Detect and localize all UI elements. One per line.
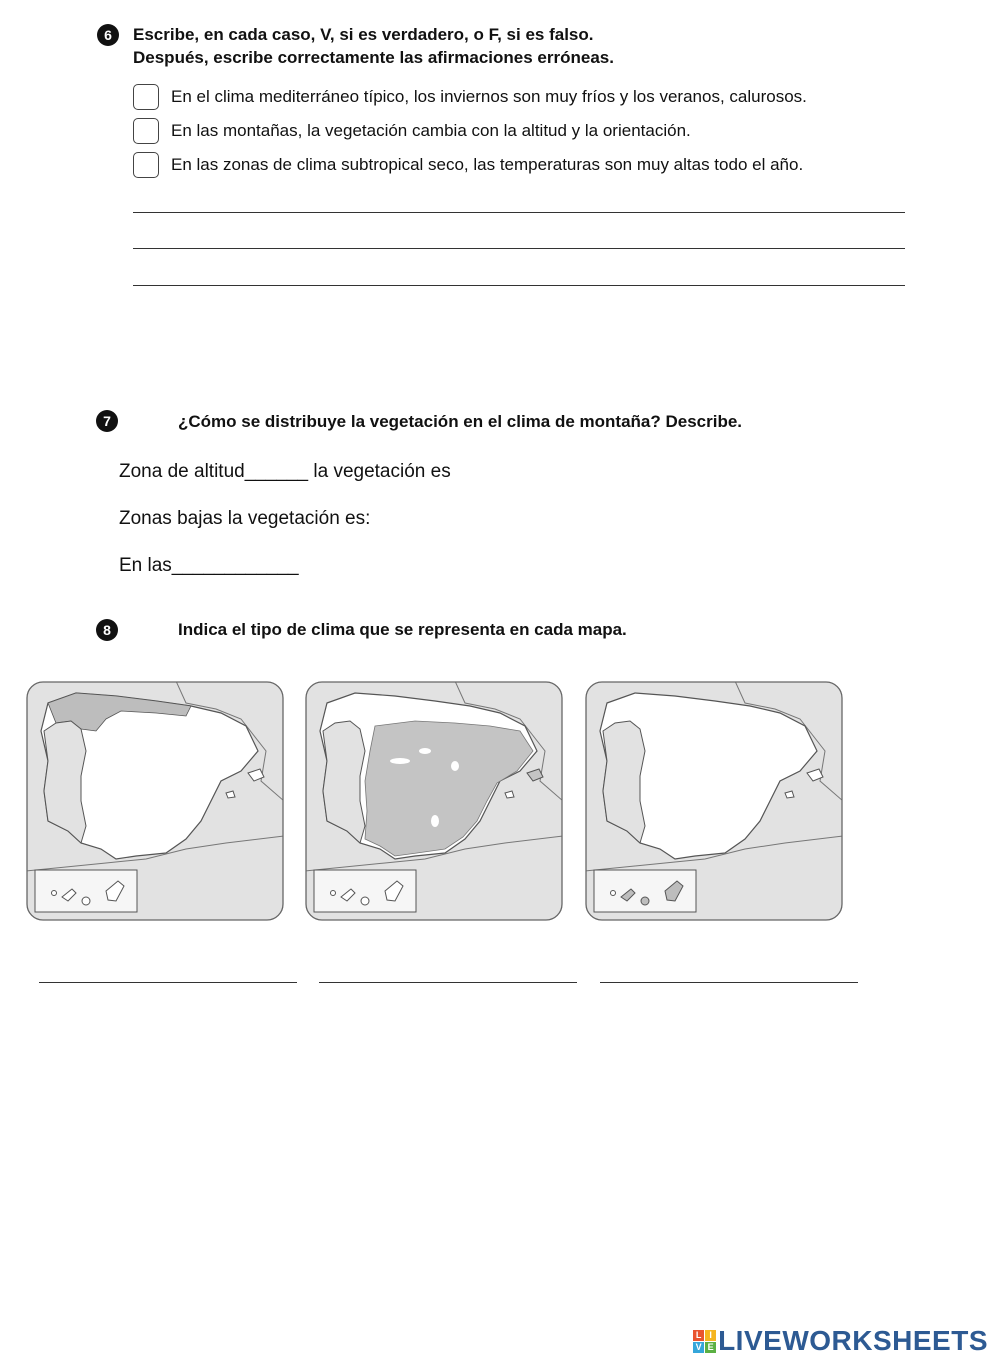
statement-text: En las montañas, la vegetación cambia con la altitud y la orientación. xyxy=(171,121,691,140)
live-icon-letter: E xyxy=(705,1342,716,1353)
live-icon xyxy=(693,1330,716,1353)
statement-row xyxy=(133,83,807,111)
fill-line-en-las[interactable]: En las____________ xyxy=(119,555,299,576)
map-answer-line-2[interactable] xyxy=(319,982,577,983)
live-icon-letter: V xyxy=(693,1342,704,1353)
climate-map-1 xyxy=(26,681,284,921)
question-7-title: ¿Cómo se distribuye la vegetación en el clima de montaña? Describe. xyxy=(178,412,743,431)
true-false-checkbox[interactable] xyxy=(133,84,159,110)
question-6-title-line1: Escribe, en cada caso, V, si es verdadero, o F, si es falso. xyxy=(133,25,594,44)
answer-line[interactable] xyxy=(133,285,905,286)
true-false-checkbox[interactable] xyxy=(133,118,159,144)
true-false-checkbox[interactable] xyxy=(133,152,159,178)
statement-row xyxy=(133,151,803,179)
liveworksheets-logo xyxy=(693,1326,988,1356)
question-6-title-line2: Después, escribe correctamente las afirmaciones erróneas. xyxy=(133,48,614,67)
question-7-badge: 7 xyxy=(96,410,118,432)
map-answer-line-3[interactable] xyxy=(600,982,858,983)
climate-map-2 xyxy=(305,681,563,921)
fill-line-altitude[interactable]: Zona de altitud______ la vegetación es xyxy=(119,461,451,482)
live-icon-letter: I xyxy=(705,1330,716,1341)
answer-line[interactable] xyxy=(133,212,905,213)
answer-line[interactable] xyxy=(133,248,905,249)
question-8-title: Indica el tipo de clima que se representa en cada mapa. xyxy=(178,620,627,639)
fill-line-low-zones[interactable]: Zonas bajas la vegetación es: xyxy=(119,508,371,529)
question-8-badge: 8 xyxy=(96,619,118,641)
live-icon-letter: L xyxy=(693,1330,704,1341)
statement-text: En el clima mediterráneo típico, los inviernos son muy fríos y los veranos, calurosos. xyxy=(171,87,807,106)
map-answer-line-1[interactable] xyxy=(39,982,297,983)
climate-map-3 xyxy=(585,681,843,921)
statement-text: En las zonas de clima subtropical seco, las temperaturas son muy altas todo el año. xyxy=(171,155,804,174)
statement-row xyxy=(133,117,691,145)
brand-text: LIVEWORKSHEETS xyxy=(718,1325,988,1356)
question-6-badge: 6 xyxy=(97,24,119,46)
